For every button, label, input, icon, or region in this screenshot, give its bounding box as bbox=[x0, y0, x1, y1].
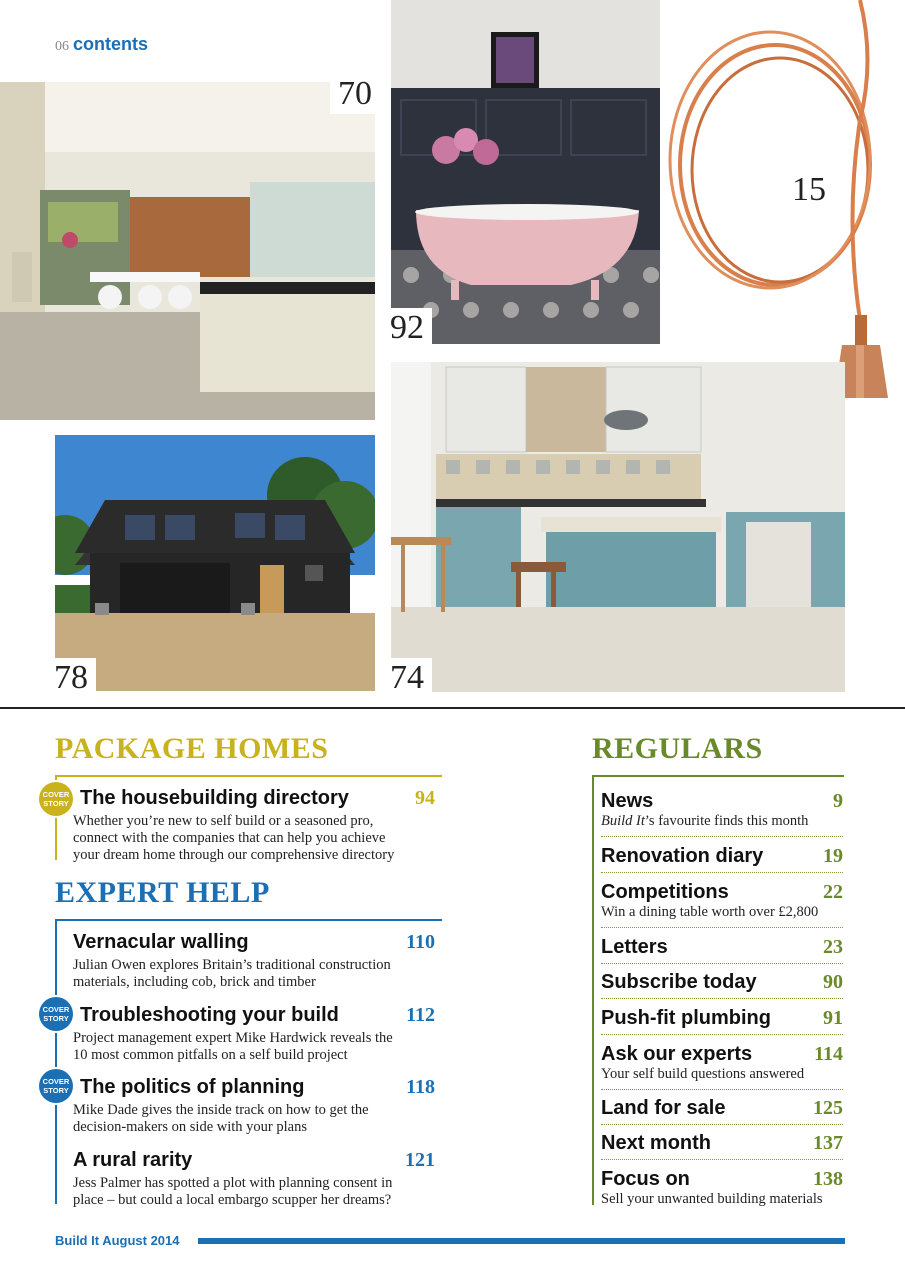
dotted-separator bbox=[601, 1159, 843, 1160]
regular-title[interactable]: Subscribe today bbox=[601, 971, 757, 993]
regular-page: 138 bbox=[813, 1168, 843, 1190]
regular-page: 90 bbox=[823, 971, 843, 993]
entry-description: Mike Dade gives the inside track on how to get the decision-makers on side with your plans bbox=[73, 1102, 369, 1135]
regulars-vline bbox=[592, 775, 594, 1205]
page-number: 06 bbox=[55, 39, 69, 54]
entry-page: 94 bbox=[415, 787, 435, 809]
issue-date: August 2014 bbox=[102, 1233, 180, 1248]
dotted-separator bbox=[601, 836, 843, 837]
footer-bar bbox=[198, 1238, 845, 1244]
regular-title[interactable]: News bbox=[601, 790, 654, 812]
regular-title[interactable]: Renovation diary bbox=[601, 845, 764, 867]
dotted-separator bbox=[601, 1089, 843, 1090]
entry-description: Jess Palmer has spotted a plot with planning consent in place – but could a local embargo scupper her dreams? bbox=[73, 1175, 393, 1208]
package-homes-heading: PACKAGE HOMES bbox=[55, 732, 329, 765]
section-divider bbox=[0, 707, 905, 709]
magazine-name: Build It bbox=[55, 1233, 100, 1248]
regular-description: Sell your unwanted building materials bbox=[601, 1191, 823, 1207]
copper-pendant-photo bbox=[660, 0, 905, 400]
modern-kitchen-photo bbox=[0, 82, 375, 420]
regular-page: 114 bbox=[814, 1043, 843, 1065]
regular-description: Win a dining table worth over £2,800 bbox=[601, 904, 819, 920]
dotted-separator bbox=[601, 927, 843, 928]
regular-page: 22 bbox=[823, 881, 843, 903]
dotted-separator bbox=[601, 1124, 843, 1125]
dotted-separator bbox=[601, 998, 843, 999]
regular-title[interactable]: Competitions bbox=[601, 881, 729, 903]
page-ref-70: 70 bbox=[330, 74, 380, 114]
page-header bbox=[55, 34, 148, 55]
shaker-kitchen-photo bbox=[391, 362, 845, 692]
entry-page: 121 bbox=[405, 1149, 435, 1171]
regular-page: 91 bbox=[823, 1007, 843, 1029]
regular-description: Your self build questions answered bbox=[601, 1066, 805, 1082]
entry-title[interactable]: The housebuilding directory bbox=[80, 787, 349, 809]
entry-description: Julian Owen explores Britain’s traditional construction materials, including cob, brick and timber bbox=[73, 957, 391, 990]
section-label: contents bbox=[73, 34, 149, 54]
regulars-heading: REGULARS bbox=[592, 732, 763, 765]
footer-credit bbox=[55, 1233, 180, 1248]
expert-help-vline bbox=[55, 919, 57, 1204]
cover-story-badge: COVER STORY bbox=[39, 997, 73, 1031]
entry-page: 112 bbox=[406, 1004, 435, 1026]
regular-title[interactable]: Next month bbox=[601, 1132, 711, 1154]
regular-page: 23 bbox=[823, 936, 843, 958]
entry-page: 110 bbox=[406, 931, 435, 953]
regular-title[interactable]: Push-fit plumbing bbox=[601, 1007, 771, 1029]
entry-title[interactable]: A rural rarity bbox=[73, 1149, 193, 1171]
regular-page: 125 bbox=[813, 1097, 843, 1119]
package-homes-rule bbox=[55, 775, 442, 777]
page-ref-74: 74 bbox=[382, 658, 432, 698]
regulars-rule bbox=[592, 775, 844, 777]
regular-title[interactable]: Ask our experts bbox=[601, 1043, 753, 1065]
regular-page: 19 bbox=[823, 845, 843, 867]
dotted-separator bbox=[601, 963, 843, 964]
regular-title[interactable]: Land for sale bbox=[601, 1097, 726, 1119]
entry-description: Project management expert Mike Hardwick reveals the 10 most common pitfalls on a self build project bbox=[73, 1030, 393, 1063]
timber-garage-house-photo bbox=[55, 435, 375, 691]
roll-top-bath-photo bbox=[391, 0, 661, 344]
entry-description: Whether you’re new to self build or a seasoned pro, connect with the companies that can help you achieve your dream home through our comprehensive directory bbox=[73, 813, 395, 863]
entry-title[interactable]: Vernacular walling bbox=[73, 931, 249, 953]
entry-title[interactable]: Troubleshooting your build bbox=[80, 1004, 339, 1026]
dotted-separator bbox=[601, 872, 843, 873]
dotted-separator bbox=[601, 1034, 843, 1035]
regular-description: Build It’s favourite finds this month bbox=[601, 813, 809, 829]
regular-title[interactable]: Letters bbox=[601, 936, 668, 958]
expert-help-rule bbox=[55, 919, 442, 921]
expert-help-heading: EXPERT HELP bbox=[55, 876, 270, 909]
entry-page: 118 bbox=[406, 1076, 435, 1098]
page-ref-92: 92 bbox=[382, 308, 432, 348]
page-ref-15: 15 bbox=[792, 171, 826, 208]
regular-page: 137 bbox=[813, 1132, 843, 1154]
regular-title[interactable]: Focus on bbox=[601, 1168, 690, 1190]
cover-story-badge: COVER STORY bbox=[39, 1069, 73, 1103]
entry-title[interactable]: The politics of planning bbox=[80, 1076, 305, 1098]
cover-story-badge: COVER STORY bbox=[39, 782, 73, 816]
page-ref-78: 78 bbox=[46, 658, 96, 698]
regular-page: 9 bbox=[833, 790, 843, 812]
